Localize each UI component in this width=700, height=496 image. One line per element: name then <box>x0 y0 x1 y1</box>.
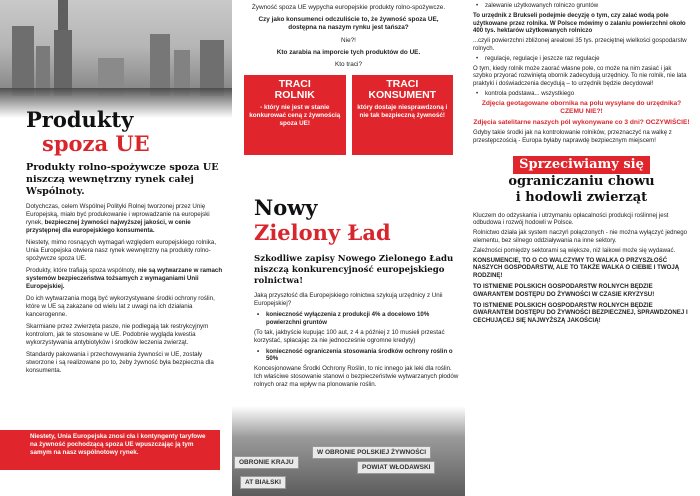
paragraph: Kluczem do odzyskania i utrzymaniu opłacalności produkcji roślinnej jest odbudowa i rozwój hodowli w Polsce. <box>473 211 669 227</box>
paragraph: (To tak, jakbyście kupując 100 aut, z 4 a później z 10 musieli przestać korzystać, spłacając za nie jednocześnie ogromne kredyty) <box>254 328 445 344</box>
heading-zielony-lad: Zielony Ład <box>254 220 391 245</box>
heading-sprzeciwiamy: Sprzeciwiamy się ograniczaniu chowu i hodowli zwierząt <box>508 156 655 205</box>
banner: W OBRONIE POLSKIEJ ŻYWNOŚCI <box>312 446 431 459</box>
red-highlight: Zdjęcia satelitarne naszych pól wykonywane co 3 dni? OCZYWIŚCIE! <box>473 118 690 126</box>
banner: AT BIAŁSKI <box>240 476 286 489</box>
heading-spoza-ue: spoza UE <box>42 131 150 156</box>
lead-paragraph: Szkodliwe zapisy Nowego Zielonego Ładu niszczą konkurencyjność europejskiego rolnictwa! <box>254 254 454 286</box>
middle-panel <box>232 0 465 496</box>
red-callout-box: Niestety, Unia Europejska znosi cła i kontyngenty taryfowe na żywność pochodzącą spoza UE wpuszczając ją tym samym na nasz wspólnotowy rynek. <box>0 430 220 470</box>
banner: OBRONIE KRAJU <box>234 456 299 469</box>
caps-statement: KONSUMENCIE, TO O CO WALCZYMY TO WALKA O PRZYSZŁOŚĆ NASZYCH GOSPODARSTW, ALE TO TAKŻE WALKA O CIEBIE I TWOJĄ RODZINĘ! <box>473 256 680 280</box>
right-panel <box>465 0 700 496</box>
paragraph: ...czyli powierzchni zbliżonej arealowi 35 tys. przeciętnej wielkości gospodarstw rolnych. <box>473 37 687 52</box>
bullet-item: • konieczność wyłączenia z produkcji 4% a docelowo 10% powierzchni gruntów <box>254 311 459 327</box>
question-2: Kto zarabia na imporcie tych produktów do UE. <box>276 48 421 56</box>
bullet-item: • regulacje, regulacje i jeszcze raz regulacje <box>473 55 690 63</box>
loser-cards <box>232 75 465 155</box>
question-2-answer: Kto traci? <box>335 61 362 69</box>
lead-paragraph: Produkty rolno-spożywcze spoza UE niszczą wewnętrzny rynek całej Wspólnoty. <box>26 162 219 197</box>
bullet-item: • zalewanie użytkowanych rolniczo gruntów <box>473 2 690 10</box>
paragraph: Produkty, które trafiają spoza wspólnoty, nie są wytwarzane w ramach systemów bezpieczeństwa tożsamych z wymaganiami Unii Europejskiej. <box>26 267 223 290</box>
paragraph: Zależności pomiędzy sektorami są większe, niż laikowi może się wydawać. <box>473 246 676 254</box>
question-1-answer: Nie?! <box>341 36 356 44</box>
paragraph: Koncesjonowane Środki Ochrony Roślin, to nic innego jak leki dla roślin. Ich właściwe stosowanie stanowi o bezpieczeństwie wytwarzanych płodów rolnych oraz ma wpływ na plonowanie roślin. <box>254 365 459 389</box>
paragraph: Dotychczas, celem Wspólnej Polityki Rolnej tworzonej przez Unię Europejską, miało być produkowanie i wprowadzanie na europejski rynek, bezpiecznej żywności najwyższej jakości, w cenie przystępnej dla europejskiego konsumenta. <box>26 203 210 234</box>
paragraph: Do ich wytwarzania mogą być wykorzystywane środki ochrony roślin, które w UE są zakazane od wielu lat z uwagi na ich działania kancerogenne. <box>26 295 215 318</box>
paragraph: Jaką przyszłość dla Europejskiego rolnictwa szykują urzędnicy z Unii Europejskiej? <box>254 292 443 307</box>
paragraph: To urzędnik z Brukseli podejmie decyzję o tym, czy zalać wodą pole użytkowane przez rolnika. W Polsce mówimy o zalaniu powierzchni około 400 tys. hektarów użytkowanych rolniczo <box>473 11 686 35</box>
card-consumer-loses: TRACI KONSUMENT który dostaje niesprawdzoną i nie tak bezpieczną żywność! <box>352 75 454 155</box>
banner: POWIAT WŁODAWSKI <box>357 461 435 474</box>
card-farmer-loses: TRACI ROLNIK - który nie jest w stanie konkurować ceną z żywnością spoza UE! <box>244 75 346 155</box>
protest-photo-city <box>0 0 232 118</box>
red-highlight: Zdjęcia geotagowane obornika na polu wysyłane do urzędnika? CZEMU NIE?! <box>481 99 682 116</box>
middle-text <box>254 254 459 392</box>
heading-nowy: Nowy <box>254 195 318 220</box>
heading-produkty: Produkty <box>26 107 134 132</box>
protest-photo-banners <box>232 406 465 496</box>
caps-statement: TO ISTNIENIE POLSKICH GOSPODARSTW ROLNYCH BĘDZIE GWARANTEM DOSTĘPU DO ŻYWNOŚCI W CZASIE KRYZYSU! <box>473 282 655 298</box>
paragraph: Rolnictwo działa jak system naczyń połączonych - nie można wyłączyć jednego elementu, bez silnego oddziaływania na inne sektory. <box>473 229 688 244</box>
question-1: Czy jako konsumenci odczuliście to, że żywność spoza UE, dostępna na naszym rynku jest tańsza? <box>258 16 439 32</box>
left-panel <box>0 0 232 496</box>
paragraph: Standardy pakowania i przechowywania żywności w UE, zostały stworzone i są realizowane po to, żeby żywność była bezpieczna dla konsumenta. <box>26 351 214 374</box>
intro-questions <box>232 0 465 69</box>
paragraph: Gdyby takie środki jak na kontrolowanie rolników, przeznaczyć na walkę z przestępczością - Europa byłaby naprawdę bezpiecznym miejscem! <box>473 128 672 144</box>
caps-statement: TO ISTNIENIE POLSKICH GOSPODARSTW ROLNYCH BĘDZIE GWARANTEM DOSTĘPU DO ŻYWNOŚCI BEZPIECZNEJ, SPRAWDZONEJ I CECHUJĄCEJ SIĘ NAJWYŻSZĄ JAKOŚCIĄ! <box>473 301 688 325</box>
paragraph: Skarmiane przez zwierzęta pasze, nie podlegają tak restrykcyjnym kontrolom, jak te stosowane w UE. Podobnie wygląda kwestia wykorzystywania antybiotyków i środków leczenia zwierząt. <box>26 323 209 346</box>
bullet-item: • konieczność ograniczenia stosowania środków ochrony roślin o 50% <box>254 348 459 364</box>
paragraph: O tym, kiedy rolnik może zaorać własne pole, co może na nim zasiać i jak szybko przyorać rozwiniętą obornik zadecydują urzędnicy. To nie rolnik, nie lata praktyki i doświadczenia decydują – to urzędnik będzie decydował! <box>473 64 687 88</box>
bullet-item: • kontrola podstawa... wszystkiego <box>473 90 690 98</box>
paragraph: Niestety, mimo rosnących wymagań względem europejskiego rolnika, Unia Europejska otwiera nasz rynek wewnętrzny na produkty rolno-spożywcze spoza UE. <box>26 239 217 262</box>
left-text <box>26 108 226 379</box>
intro-text: Żywność spoza UE wypycha europejskie produkty rolno-spożywcze. <box>251 4 446 11</box>
